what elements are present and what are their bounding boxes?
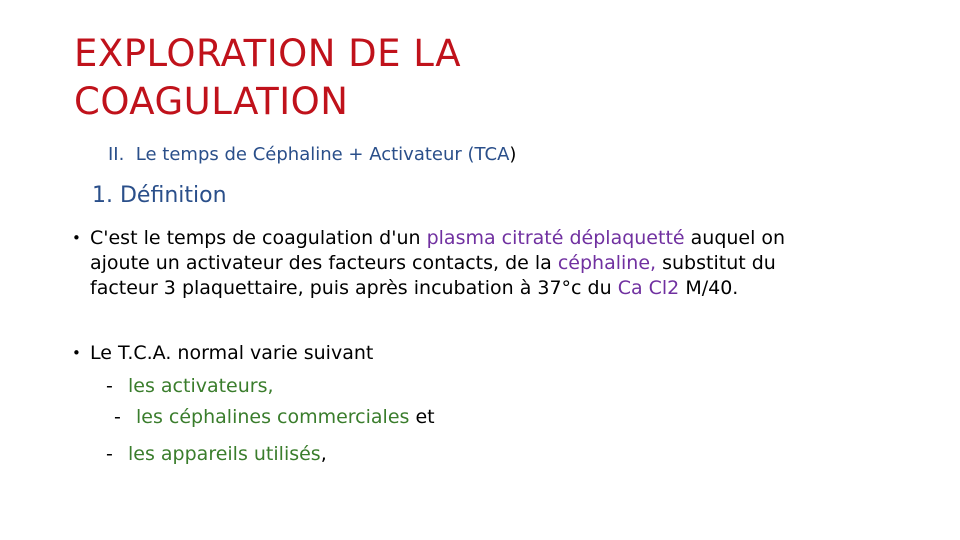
title-line-2: COAGULATION bbox=[74, 80, 349, 123]
bullet-text-1: C'est le temps de coagulation d'un bbox=[90, 227, 427, 249]
subtitle-close: ) bbox=[509, 144, 517, 165]
list-item-text: les activateurs, bbox=[128, 375, 274, 397]
highlight-cacl2: Ca Cl2 bbox=[617, 277, 680, 299]
list-item-tail: et bbox=[409, 406, 435, 428]
subtitle bbox=[108, 144, 516, 165]
list-dash: - bbox=[106, 375, 113, 397]
list-dash: - bbox=[114, 406, 121, 428]
bullet-definition bbox=[72, 226, 830, 301]
list-dash: - bbox=[106, 443, 113, 465]
title-line-1: EXPLORATION DE LA bbox=[74, 32, 462, 75]
slide-title bbox=[74, 30, 461, 126]
bullet-dot: • bbox=[72, 229, 81, 247]
section-heading: 1. Définition bbox=[92, 183, 227, 208]
subtitle-numeral: II. bbox=[108, 144, 125, 165]
highlight-plasma: plasma citraté déplaquetté bbox=[426, 227, 685, 249]
bullet-text-4: M/40. bbox=[679, 277, 739, 299]
bullet-text-2: auquel on ajoute un activateur des facteurs contacts, de la bbox=[90, 227, 786, 274]
list-item-text: les céphalines commerciales bbox=[136, 406, 410, 428]
bullet-normal-tca bbox=[72, 341, 374, 366]
list-item bbox=[106, 374, 274, 399]
list-item bbox=[114, 405, 435, 430]
list-item-tail: , bbox=[320, 443, 327, 465]
list-item bbox=[106, 442, 327, 467]
list-item-text: les appareils utilisés bbox=[128, 443, 321, 465]
bullet-dot: • bbox=[72, 344, 81, 362]
highlight-cephaline: céphaline, bbox=[557, 252, 657, 274]
bullet-text-3: substitut du facteur 3 plaquettaire, puis après incubation à 37°c du bbox=[90, 252, 776, 299]
bullet-text: Le T.C.A. normal varie suivant bbox=[90, 342, 374, 364]
subtitle-text: Le temps de Céphaline + Activateur (TCA bbox=[135, 144, 510, 165]
